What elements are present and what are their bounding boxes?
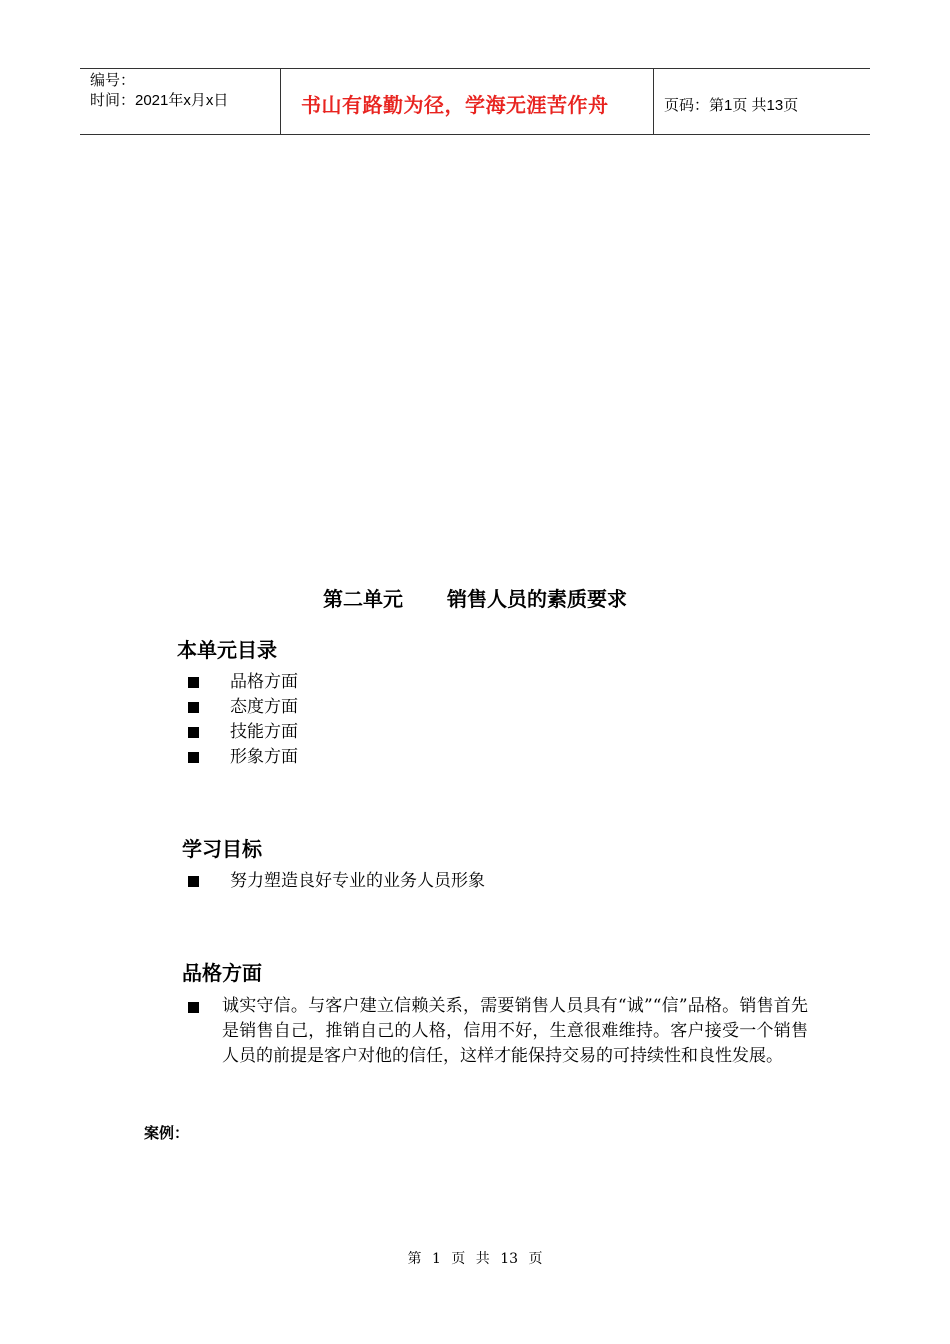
bullet-square-icon [188,702,199,713]
unit-topic: 销售人员的素质要求 [447,587,627,611]
header-table [80,68,870,135]
header-motto-cell [281,69,654,134]
motto-text: 书山有路勤为径，学海无涯苦作舟 [301,93,609,117]
goal-item: 努力塑造良好专业的业务人员形象 [188,869,485,894]
bullet-square-icon [188,752,199,763]
bullet-square-icon [188,876,199,887]
toc-item: 技能方面 [188,720,298,745]
toc-item: 品格方面 [188,670,298,695]
unit-number: 第二单元 [323,587,403,611]
character-heading: 品格方面 [182,961,262,985]
page-footer: 第 1 页 共 13 页 [407,1251,543,1267]
code-label: 编号： [90,72,136,89]
character-text: 诚实守信。与客户建立信赖关系，需要销售人员具有“诚”“信”品格。销售首先是销售自己，推销自己的人格，信用不好，生意很难维持。客户接受一个销售人员的前提是客户对他的信任，这样才能保持交易的可持续性和良性发展。 [222,996,808,1066]
bullet-square-icon [188,677,199,688]
toc-item: 态度方面 [188,695,298,720]
toc-heading: 本单元目录 [177,638,277,662]
toc-list [188,670,298,770]
page-info: 页码：第1页 共13页 [664,97,799,114]
bullet-square-icon [188,1002,199,1013]
toc-item: 形象方面 [188,745,298,770]
header-page-cell [654,69,870,134]
unit-title [0,583,950,612]
character-paragraph [188,994,808,1069]
case-label: 案例： [144,1124,190,1142]
goals-heading: 学习目标 [182,837,262,861]
goals-list [188,869,485,894]
bullet-square-icon [188,727,199,738]
date-label: 时间：2021年x月x日 [90,92,229,109]
header-meta-cell [80,69,281,134]
